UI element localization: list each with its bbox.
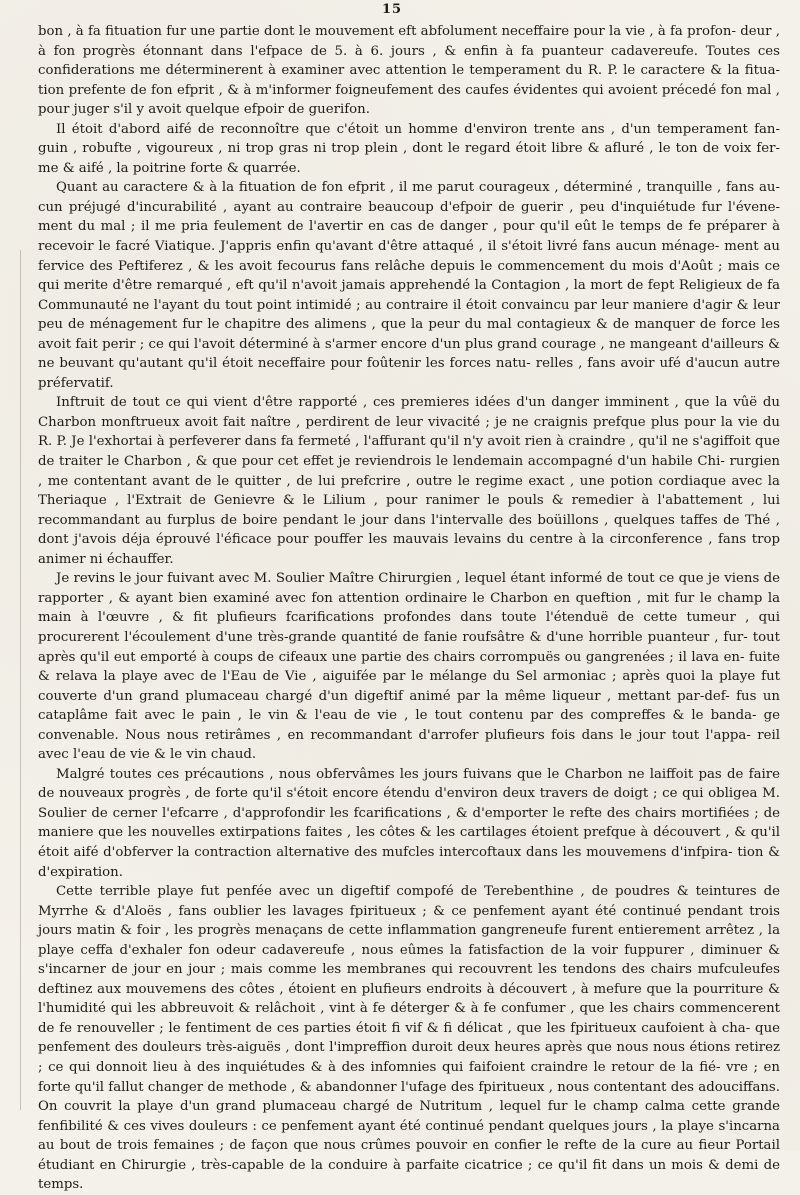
paragraph: Je revins le jour fuivant avec M. Soulier Maître Chirurgien , lequel étant informé de tout ce que je viens de rapporter , & ayant bien examiné avec fon attention ordinaire le Charbon en queftion , mit fur le champ la main à l'œuvre , & fit plufieurs fcarifications profondes dans toute l'étenduë de cette tumeur , qui procurerent l'écoulement d'une très-grande quantité de fanie roufsâtre & d'une horrible puanteur , fur- tout après qu'il eut emporté à coups de cifeaux une partie des chairs corrompuës ou gangrenées ; il lava en- fuite & relava la playe avec de l'Eau de Vie , aiguifée par le mélange du Sel armoniac ; après quoi la playe fut couverte d'un grand plumaceau chargé d'un digeftif animé par la même liqueur , mettant par-def- fus un cataplâme fait avec le pain , le vin & l'eau de vie , le tout contenu par des compreffes & le banda- ge convenable. Nous nous retirâmes , en recommandant d'arrofer plufieurs fois dans le jour tout l'appa- reil avec l'eau de vie & le vin chaud. bbox=[38, 571, 780, 763]
paragraph: bon , à fa fituation fur une partie dont le mouvement eft abfolument neceffaire pour la vie , à fa profon- deur , à fon progrès étonnant dans l'efpace de 5. à 6. jours , & enfin à fa puanteur cadavereufe. Toutes ces confiderations me déterminerent à examiner avec attention le temperament du R. P. le caractere & la fitua- tion prefente de fon efprit , & à m'informer foigneufement des caufes évidentes qui avoient précedé fon mal , pour juger s'il y avoit quelque efpoir de guerifon. bbox=[38, 24, 780, 118]
margin-shadow bbox=[20, 250, 21, 1110]
body-text bbox=[38, 22, 780, 1195]
paragraph: Il étoit d'abord aifé de reconnoître que c'étoit un homme d'environ trente ans , d'un temperament fan- guin , robufte , vigoureux , ni trop gras ni trop plein , dont le regard étoit libre & afluré , le ton de voix fer- me & aifé , la poitrine forte & quarrée. bbox=[38, 121, 780, 176]
paragraph: Quant au caractere & à la fituation de fon efprit , il me parut courageux , déterminé , tranquille , fans au- cun préjugé d'incurabilité , ayant au contraire beaucoup d'efpoir de guerir , peu d'inquiétude fur l'évene- ment du mal ; il me pria feulement de l'avertir en cas de danger , pour qu'il eût le temps de fe préparer à recevoir le facré Viatique. J'appris enfin qu'avant d'être attaqué , il s'étoit livré fans aucun ménage- ment au fervice des Peftiferez , & les avoit fecourus fans relâche depuis le commencement du mois d'Août ; mais ce qui merite d'être remarqué , eft qu'il n'avoit jamais apprehendé la Contagion , la mort de fept Religieux de fa Communauté ne l'ayant du tout point intimidé ; au contraire il étoit convaincu par leur maniere d'agir & leur peu de ménagement fur le chapitre des alimens , que la peur du mal contagieux & de manquer de force les avoit fait perir ; ce qui l'avoit déterminé à s'armer encore d'un plus grand courage , ne mangeant d'ailleurs & ne beuvant qu'autant qu'il étoit neceffaire pour foûtenir les forces natu- relles , fans avoir ufé d'aucun autre préfervatif. bbox=[38, 180, 780, 391]
paragraph: Malgré toutes ces précautions , nous obfervâmes les jours fuivans que le Charbon ne laiffoit pas de faire de nouveaux progrès , de forte qu'il s'étoit encore étendu d'environ deux travers de doigt ; ce qui obligea M. Soulier de cerner l'efcarre , d'approfondir les fcarifications , & d'emporter le refte des chairs mortifiées ; de maniere que les nouvelles extirpations faites , les côtes & les cartilages étoient prefque à découvert , & qu'il étoit aifé d'obferver la contraction alternative des mufcles intercoftaux dans les mouvemens d'infpira- tion & d'expiration. bbox=[38, 766, 780, 880]
page-number: 15 bbox=[382, 2, 403, 17]
paragraph: Cette terrible playe fut penfée avec un digeftif compofé de Terebenthine , de poudres & teintures de Myrrhe & d'Aloës , fans oublier les lavages fpiritueux ; & ce penfement ayant été continué pendant trois jours matin & foir , les progrès menaçans de cette inflammation gangreneufe furent entierement arrêtez , la playe ceffa d'exhaler fon odeur cadavereufe , nous eûmes la fatisfaction de la voir fuppurer , diminuer & s'incarner de jour en jour ; mais comme les membranes qui recouvrent les tendons des chairs mufculeufes deftinez aux mouvemens des côtes , étoient en plufieurs endroits à découvert , à mefure que la pourriture & l'humidité qui les abbreuvoit & relâchoit , vint à fe déterger & à fe confumer , que les chairs commencerent de fe renouveller ; le fentiment de ces parties étoit fi vif & fi délicat , que les fpiritueux caufoient à cha- que penfement des douleurs très-aiguës , dont l'impreffion duroit deux heures après que nous nous étions retirez ; ce qui donnoit lieu à des inquiétudes & à des infomnies qui faifoient craindre le retour de la fié- vre ; en forte qu'il fallut changer de methode , & abandonner l'ufage des fpiritueux , nous contentant des adouciffans. On couvrit la playe d'un grand plumaceau chargé de Nutritum , lequel fur le champ calma cette grande fenfibilité & ces vives douleurs : ce penfement ayant été continué pendant quelques jours , la playe s'incarna au bout de trois femaines ; de façon que nous crûmes pouvoir en confier le refte de la cure au fieur Portail étudiant en Chirurgie , très-capable de la conduire à parfaite cicatrice ; ce qu'il fit dans un mois & demi de temps. bbox=[38, 884, 780, 1193]
paragraph: Inftruit de tout ce qui vient d'être rapporté , ces premieres idées d'un danger imminent , que la vûë du Charbon monftrueux avoit fait naître , perdirent de leur vivacité ; je ne craignis prefque plus pour la vie du R. P. Je l'exhortai à perfeverer dans fa fermeté , l'affurant qu'il n'y avoit rien à craindre , qu'il ne s'agiffoit que de traiter le Charbon , & que pour cet effet je reviendrois le lendemain accompagné d'un habile Chi- rurgien , me contentant avant de le quitter , de lui prefcrire , outre le regime exact , une potion cordiaque avec la Theriaque , l'Extrait de Genievre & le Lilium , pour ranimer le pouls & remedier à l'abattement , lui recommandant au furplus de boire pendant le jour dans l'intervalle des boüillons , quelques taffes de Thé , dont j'avois déja éprouvé l'éficace pour pouffer les mauvais levains du centre à la circonference , fans trop animer ni échauffer. bbox=[38, 395, 780, 567]
